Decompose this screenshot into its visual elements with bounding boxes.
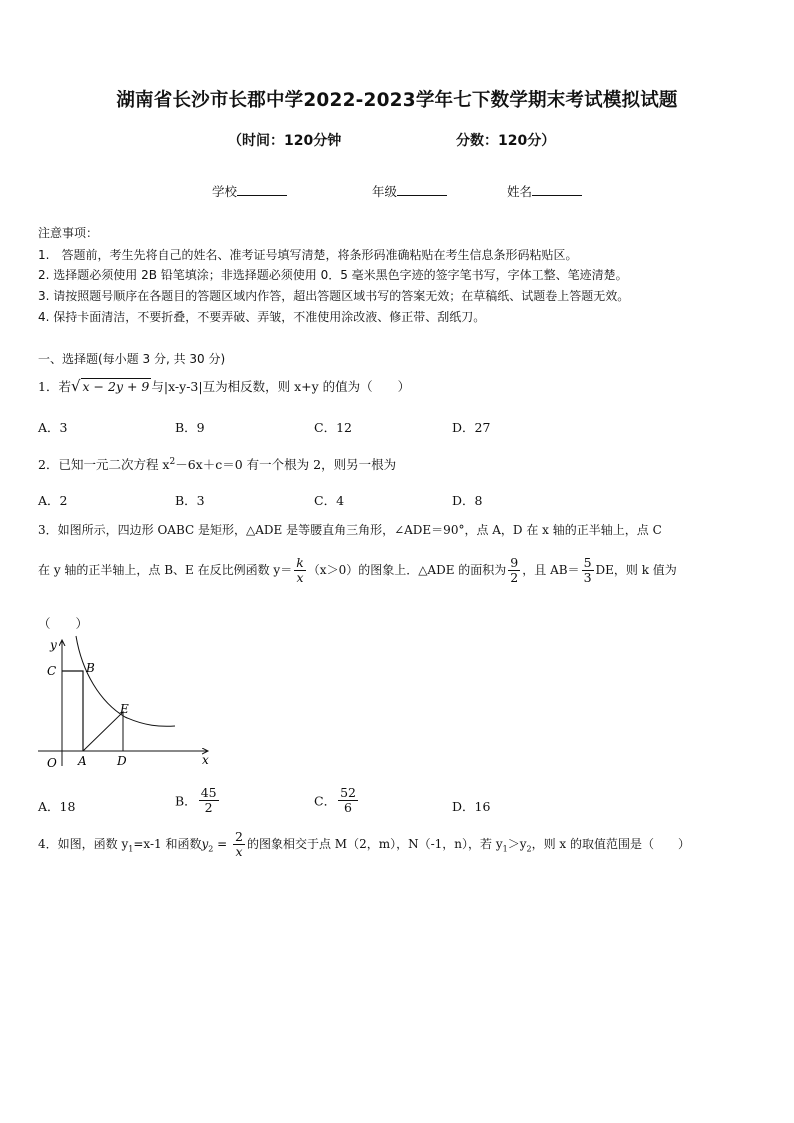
q3-option-c	[314, 786, 360, 815]
q2-prefix: 2．已知一元二次方程 x	[38, 457, 170, 472]
area-fraction	[508, 556, 520, 585]
note-item: 3. 请按照题号顺序在各题目的答题区域内作答，超出答题区域书写的答案无效；在草稿纸、试题卷上答题无效。	[38, 289, 630, 303]
option-label: B．	[175, 793, 197, 809]
q1-suffix: 与|x-y-3|互为相反数，则 x+y 的值为（ ）	[151, 379, 411, 394]
note-item: 2. 选择题必须使用 2B 铅笔填涂；非选择题必须使用 0．5 毫米黑色字迹的签字笔书写，字体工整、笔迹清楚。	[38, 268, 628, 282]
label-y: y	[50, 638, 57, 652]
triangle-ade	[83, 712, 123, 751]
name-field	[507, 182, 582, 200]
school-field	[212, 182, 287, 200]
frac-num: 45	[200, 785, 217, 800]
question-1	[38, 377, 410, 395]
q2-superscript: 2	[169, 456, 176, 467]
frac-den: x	[296, 570, 304, 585]
frac-den: 3	[583, 570, 592, 585]
note-item: 4. 保持卡面清洁，不要折叠，不要弄破、弄皱，不准使用涂改液、修正带、刮纸刀。	[38, 310, 486, 324]
frac-den: 2	[204, 800, 213, 815]
frac-den: 2	[510, 570, 519, 585]
q3-text-d: DE，则 k 值为	[595, 563, 677, 577]
subscript: 1	[128, 844, 134, 854]
q3-text-a: 在 y 轴的正半轴上，点 B、E 在反比例函数 y＝	[38, 563, 293, 577]
label-d: D	[117, 754, 127, 768]
equals: =	[213, 837, 232, 851]
frac-den: 6	[344, 800, 352, 815]
label-x: x	[202, 753, 209, 767]
school-blank	[237, 183, 287, 196]
grade-field	[372, 182, 447, 200]
frac-num: 5	[583, 555, 592, 570]
exam-score: 分数：120分）	[456, 133, 556, 149]
q3-line-2	[38, 556, 677, 585]
y2-symbol: y	[201, 837, 209, 851]
q2-option-b: B．3	[175, 493, 205, 508]
q1-option-a: A．3	[38, 420, 68, 435]
name-blank	[532, 183, 582, 196]
q4-mid: =x-1 和函数	[133, 837, 202, 851]
q3-figure	[30, 632, 220, 772]
question-2	[38, 455, 396, 473]
q4-suffix: 的图象相交于点 M（2，m），N（-1，n），若 y	[246, 837, 503, 851]
frac-num: 2	[235, 829, 243, 844]
label-o: O	[47, 756, 57, 770]
label-b: B	[86, 661, 95, 675]
option-c-fraction	[338, 786, 358, 815]
subscript: 2	[526, 844, 532, 854]
name-label: 姓名	[507, 184, 533, 199]
section-heading: 一、选择题(每小题 3 分, 共 30 分)	[38, 352, 226, 366]
q4-gt: ＞y	[507, 837, 527, 851]
grade-blank	[397, 183, 447, 196]
frac-num: k	[296, 555, 304, 570]
q4-prefix: 4．如图，函数 y	[38, 837, 129, 851]
exam-time: （时间：120分钟	[228, 133, 342, 149]
option-b-fraction	[199, 786, 219, 815]
q1-option-d: D．27	[452, 420, 491, 435]
q3-text-b: （x＞0）的图象上．△ADE 的面积为	[307, 563, 507, 577]
rectangle-oabc	[62, 671, 83, 751]
q3-text-c: ，且 AB＝	[522, 563, 580, 577]
q1-option-b: B．9	[175, 420, 205, 435]
grade-label: 年级	[372, 184, 398, 199]
q1-prefix: 1．若	[38, 379, 71, 394]
q4-end: ，则 x 的取值范围是（ ）	[531, 837, 690, 851]
sqrt-symbol-icon: √	[70, 377, 81, 395]
q2-suffix: －6x＋c＝0 有一个根为 2，则另一根为	[175, 457, 397, 472]
q2-option-d: D．8	[452, 493, 483, 508]
question-4	[38, 830, 690, 859]
q3-line-1: 3．如图所示，四边形 OABC 是矩形，△ADE 是等腰直角三角形，∠ADE＝90°，点 A，D 在 x 轴的正半轴上，点 C	[38, 523, 662, 537]
note-item: 1. 答题前，考生先将自己的姓名、准考证号填写清楚，将条形码准确粘贴在考生信息条形码粘贴区。	[38, 248, 578, 262]
label-c: C	[47, 664, 57, 678]
q2-option-a: A．2	[38, 493, 68, 508]
notes-heading: 注意事项：	[38, 226, 99, 240]
subscript: 1	[502, 844, 508, 854]
q3-option-a: A．18	[38, 799, 76, 814]
page-title: 湖南省长沙市长郡中学2022-2023学年七下数学期末考试模拟试题	[116, 90, 678, 111]
frac-den: x	[235, 844, 243, 859]
frac-num: 52	[340, 785, 356, 800]
subscript: 2	[208, 844, 214, 854]
k-over-x-fraction	[294, 556, 306, 585]
label-a: A	[78, 754, 87, 768]
q1-option-c: C．12	[314, 420, 352, 435]
frac-num: 9	[510, 555, 519, 570]
q1-radicand: x − 2y + 9	[82, 379, 150, 394]
q3-option-b	[175, 786, 221, 815]
label-e: E	[120, 702, 129, 716]
ratio-fraction	[582, 556, 594, 585]
q3-option-d: D．16	[452, 799, 491, 814]
q3-answer-paren: （ ）	[38, 616, 89, 631]
two-over-x-fraction	[233, 830, 245, 859]
school-label: 学校	[212, 184, 238, 199]
q2-option-c: C．4	[314, 493, 345, 508]
option-label: C．	[314, 793, 337, 809]
